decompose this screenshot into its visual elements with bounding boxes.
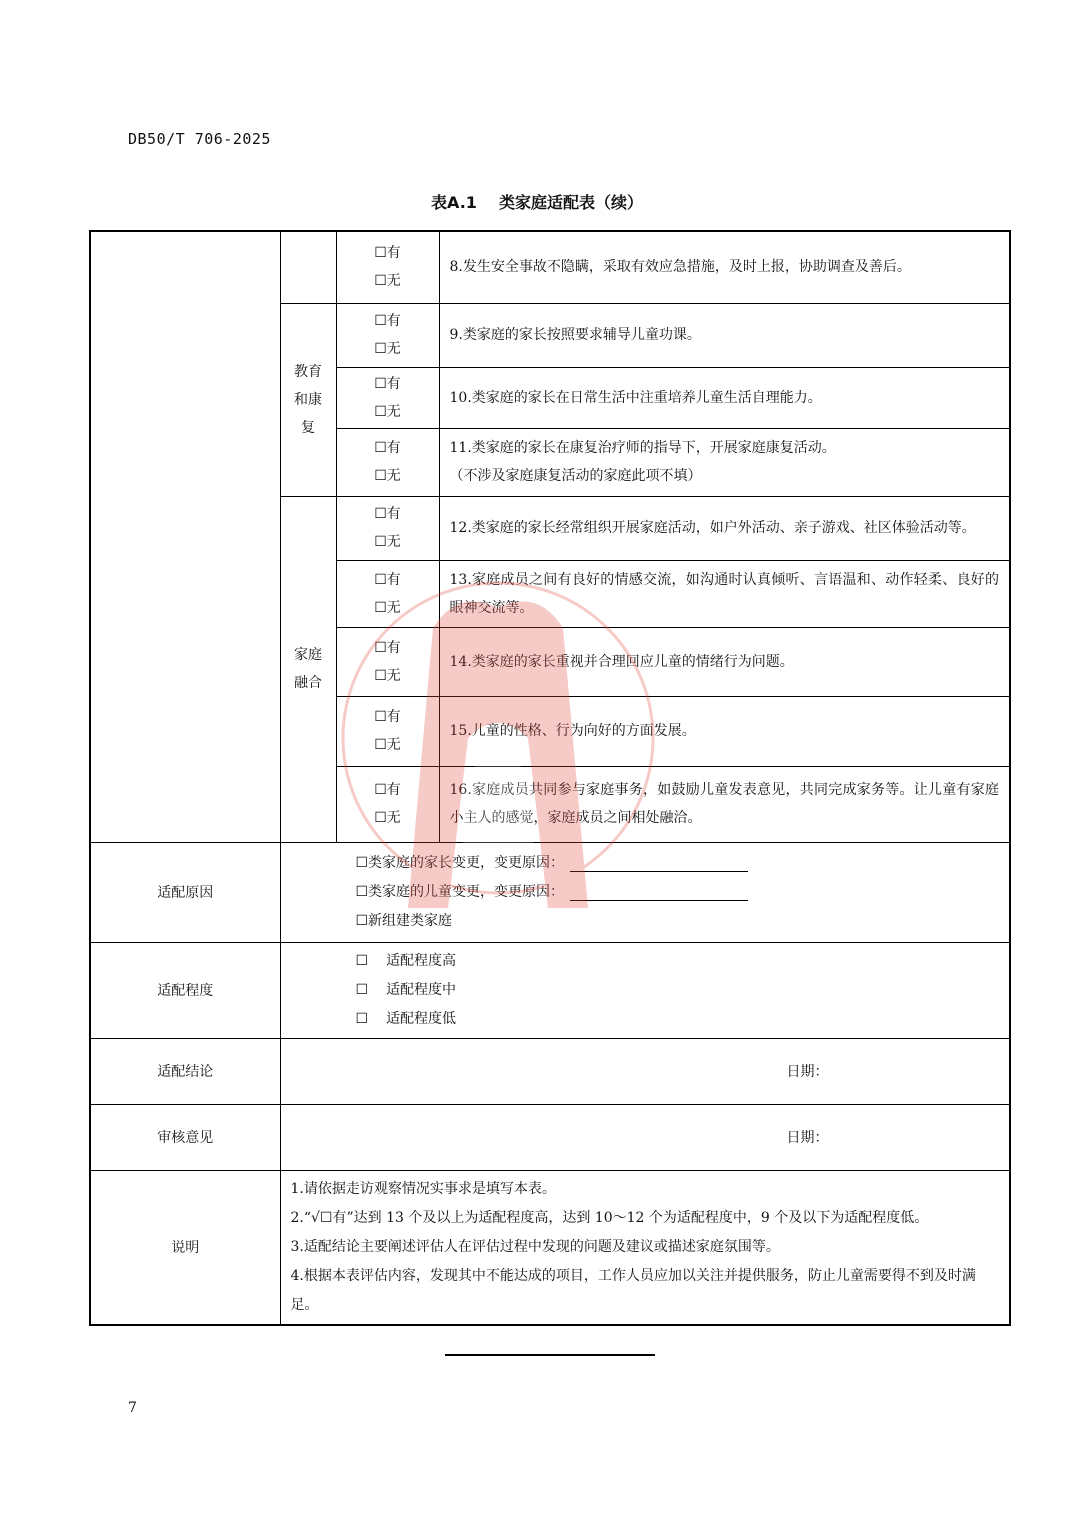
checkbox-yes[interactable]: ☐有	[374, 440, 401, 456]
checkbox-yes[interactable]: ☐有	[374, 506, 401, 522]
checkbox-yes[interactable]: ☐有	[374, 245, 401, 262]
item-text: 14.类家庭的家长重视并合理回应儿童的情绪行为问题。	[439, 627, 1010, 696]
checkbox[interactable]: ☐	[355, 952, 369, 969]
standard-code: DB50/T 706-2025	[128, 130, 271, 148]
checkbox-no[interactable]: ☐无	[374, 810, 401, 826]
note-line: 3.适配结论主要阐述评估人在评估过程中发现的问题及建议或描述家庭氛围等。	[290, 1238, 780, 1255]
degree-option-text: 适配程度高	[386, 952, 457, 969]
conclusion-label: 适配结论	[90, 1038, 280, 1104]
checkbox-yes[interactable]: ☐有	[374, 709, 401, 725]
degree-option-text: 适配程度中	[386, 981, 457, 998]
empty-label-cell	[90, 231, 280, 842]
checkbox-group[interactable]	[336, 496, 439, 560]
item-text: 8.发生安全事故不隐瞒，采取有效应急措施，及时上报，协助调查及善后。	[439, 231, 1010, 303]
category-line: 和康	[294, 391, 322, 408]
date-label: 日期：	[786, 1130, 829, 1146]
item-text: 13.家庭成员之间有良好的情感交流，如沟通时认真倾听、言语温和、动作轻柔、良好的眼神交流等。	[439, 560, 1010, 627]
table-row	[90, 231, 1010, 303]
checkbox[interactable]: ☐	[355, 981, 369, 998]
reason-blank-field[interactable]	[570, 853, 748, 872]
category-line: 复	[301, 419, 315, 436]
checkbox[interactable]: ☐	[355, 1010, 369, 1027]
reason-option-text: ☐类家庭的儿童变更，变更原因：	[355, 883, 565, 900]
reason-label: 适配原因	[90, 842, 280, 942]
checkbox-yes[interactable]: ☐有	[374, 639, 401, 656]
checkbox-yes[interactable]: ☐有	[374, 782, 401, 798]
category-family-integration	[280, 496, 336, 842]
category-line: 融合	[294, 675, 322, 691]
reason-blank-field[interactable]	[570, 882, 748, 901]
degree-option[interactable]	[356, 976, 1010, 1005]
conclusion-row	[90, 1038, 1010, 1104]
checkbox-yes[interactable]: ☐有	[374, 375, 401, 392]
note-line: 4.根据本表评估内容，发现其中不能达成的项目，工作人员应加以关注并提供服务，防止儿童需要得不到及时满足。	[290, 1267, 976, 1313]
review-label: 审核意见	[90, 1104, 280, 1170]
degree-options	[280, 942, 1010, 1038]
date-label: 日期：	[786, 1064, 829, 1080]
item-note: （不涉及家庭康复活动的家庭此项不填）	[449, 468, 702, 484]
degree-row	[90, 942, 1010, 1038]
checkbox-no[interactable]: ☐无	[374, 737, 401, 753]
notes-row	[90, 1170, 1010, 1325]
checkbox-yes[interactable]: ☐有	[374, 313, 401, 329]
note-line: 1.请依据走访观察情况实事求是填写本表。	[290, 1180, 556, 1197]
notes-label: 说明	[90, 1170, 280, 1325]
reason-row	[90, 842, 1010, 942]
checkbox-group[interactable]	[336, 303, 439, 367]
item-main: 11.类家庭的家长在康复治疗师的指导下，开展家庭康复活动。	[449, 440, 836, 456]
checkbox-no[interactable]: ☐无	[374, 534, 401, 550]
reason-options	[280, 842, 1010, 942]
review-field[interactable]	[280, 1104, 1010, 1170]
category-line: 教育	[294, 363, 322, 380]
table-number: 表A.1	[431, 193, 477, 212]
review-row	[90, 1104, 1010, 1170]
reason-option[interactable]	[356, 849, 1010, 878]
item-text	[439, 428, 1010, 496]
page-number: 7	[128, 1400, 137, 1416]
checkbox-no[interactable]: ☐无	[374, 273, 401, 290]
checkbox-no[interactable]: ☐无	[374, 341, 401, 357]
table-caption	[0, 190, 1074, 213]
degree-option[interactable]	[356, 947, 1010, 976]
reason-option-text: ☐类家庭的家长变更，变更原因：	[355, 854, 565, 871]
conclusion-field[interactable]	[280, 1038, 1010, 1104]
degree-option[interactable]	[356, 1005, 1010, 1034]
checkbox-no[interactable]: ☐无	[374, 403, 401, 420]
end-rule	[445, 1354, 655, 1356]
checkbox-no[interactable]: ☐无	[374, 667, 401, 684]
checkbox-group[interactable]	[336, 367, 439, 428]
checkbox-group[interactable]	[336, 627, 439, 696]
checkbox-no[interactable]: ☐无	[374, 468, 401, 484]
checkbox-no[interactable]: ☐无	[374, 599, 401, 616]
notes-content	[280, 1170, 1010, 1325]
degree-label: 适配程度	[90, 942, 280, 1038]
checkbox-group[interactable]	[336, 696, 439, 766]
item-text: 15.儿童的性格、行为向好的方面发展。	[439, 696, 1010, 766]
category-education-rehab	[280, 303, 336, 496]
table-title: 类家庭适配表（续）	[498, 193, 643, 212]
reason-option[interactable]	[356, 878, 1010, 907]
degree-option-text: 适配程度低	[386, 1010, 457, 1027]
checkbox-yes[interactable]: ☐有	[374, 571, 401, 588]
item-text: 16.家庭成员共同参与家庭事务，如鼓励儿童发表意见，共同完成家务等。让儿童有家庭小主人的感觉，家庭成员之间相处融洽。	[439, 766, 1010, 842]
checkbox-group[interactable]	[336, 766, 439, 842]
checkbox-group[interactable]	[336, 560, 439, 627]
reason-option[interactable]: ☐新组建类家庭	[355, 912, 453, 929]
category-line: 家庭	[294, 647, 322, 663]
item-text: 9.类家庭的家长按照要求辅导儿童功课。	[439, 303, 1010, 367]
adaptation-table	[89, 230, 1011, 1326]
checkbox-group[interactable]	[336, 231, 439, 303]
item-text: 12.类家庭的家长经常组织开展家庭活动，如户外活动、亲子游戏、社区体验活动等。	[439, 496, 1010, 560]
checkbox-group[interactable]	[336, 428, 439, 496]
note-line: 2.“√☐有”达到 13 个及以上为适配程度高，达到 10～12 个为适配程度中，9 个及以下为适配程度低。	[290, 1209, 929, 1226]
category-cell	[280, 231, 336, 303]
item-text: 10.类家庭的家长在日常生活中注重培养儿童生活自理能力。	[439, 367, 1010, 428]
